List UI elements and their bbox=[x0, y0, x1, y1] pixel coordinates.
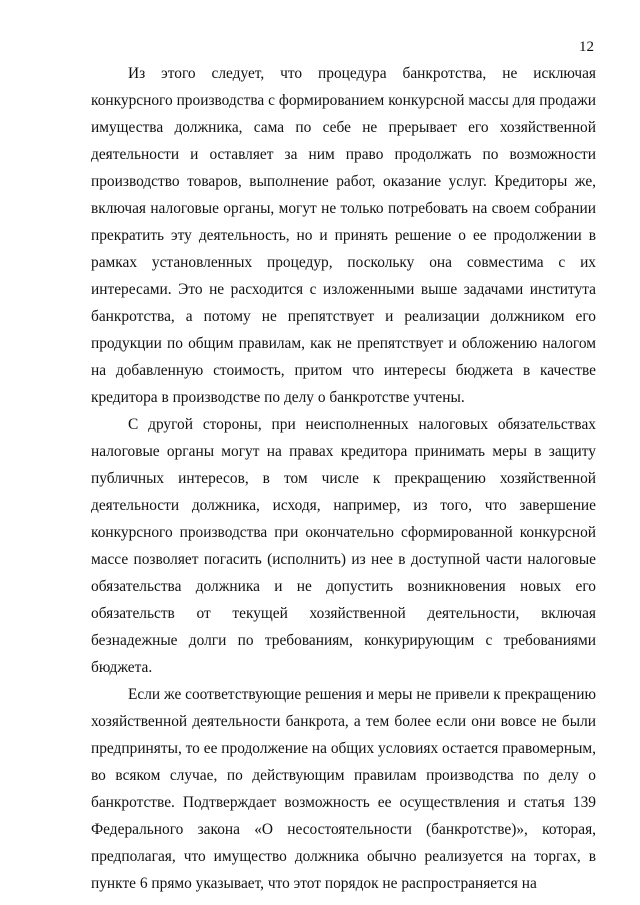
paragraph: С другой стороны, при неисполненных налоговых обязательствах налоговые органы могут на правах кредитора принимать меры в защиту публичных интересов, в том числе к прекращению хозяйственной деятельности должника, исходя, например, из того, что завершение конкурсного производства при окончательно сформированной конкурсной массе позволяет погасить (исполнить) из нее в доступной части налоговые обязательства должника и не допустить возникновения новых его обязательств от текущей хозяйственной деятельности, включая безнадежные долги по требованиям, конкурирующим с требованиями бюджета. bbox=[91, 416, 596, 676]
paragraph: Если же соответствующие решения и меры не привели к прекращению хозяйственной деятельности банкрота, а тем более если они вовсе не были предприняты, то ее продолжение на общих условиях остается правомерным, во всяком случае, по действующим правилам производства по делу о банкротстве. Подтверждает возможность ее осуществления и статья 139 Федерального закона «О несостоятельности (банкротстве)», которая, предполагая, что имущество должника обычно реализуется на торгах, в пункте 6 прямо указывает, что этот порядок не распространяется на bbox=[91, 686, 596, 892]
paragraph: Из этого следует, что процедура банкротства, не исключая конкурсного производства с формированием конкурсной массы для продажи имущества должника, сама по себе не прерывает его хозяйственной деятельности и оставляет за ним право продолжать по возможности производство товаров, выполнение работ, оказание услуг. Кредиторы же, включая налоговые органы, могут не только потребовать на своем собрании прекратить эту деятельность, но и принять решение о ее продолжении в рамках установленных процедур, поскольку она совместима с их интересами. Это не расходится с изложенными выше задачами института банкротства, а потому не препятствует и реализации должником его продукции по общим правилам, как не препятствует и обложению налогом на добавленную стоимость, притом что интересы бюджета в качестве кредитора в производстве по делу о банкротстве учтены. bbox=[91, 65, 596, 406]
page-number: 12 bbox=[579, 39, 594, 55]
document-body bbox=[91, 60, 596, 897]
